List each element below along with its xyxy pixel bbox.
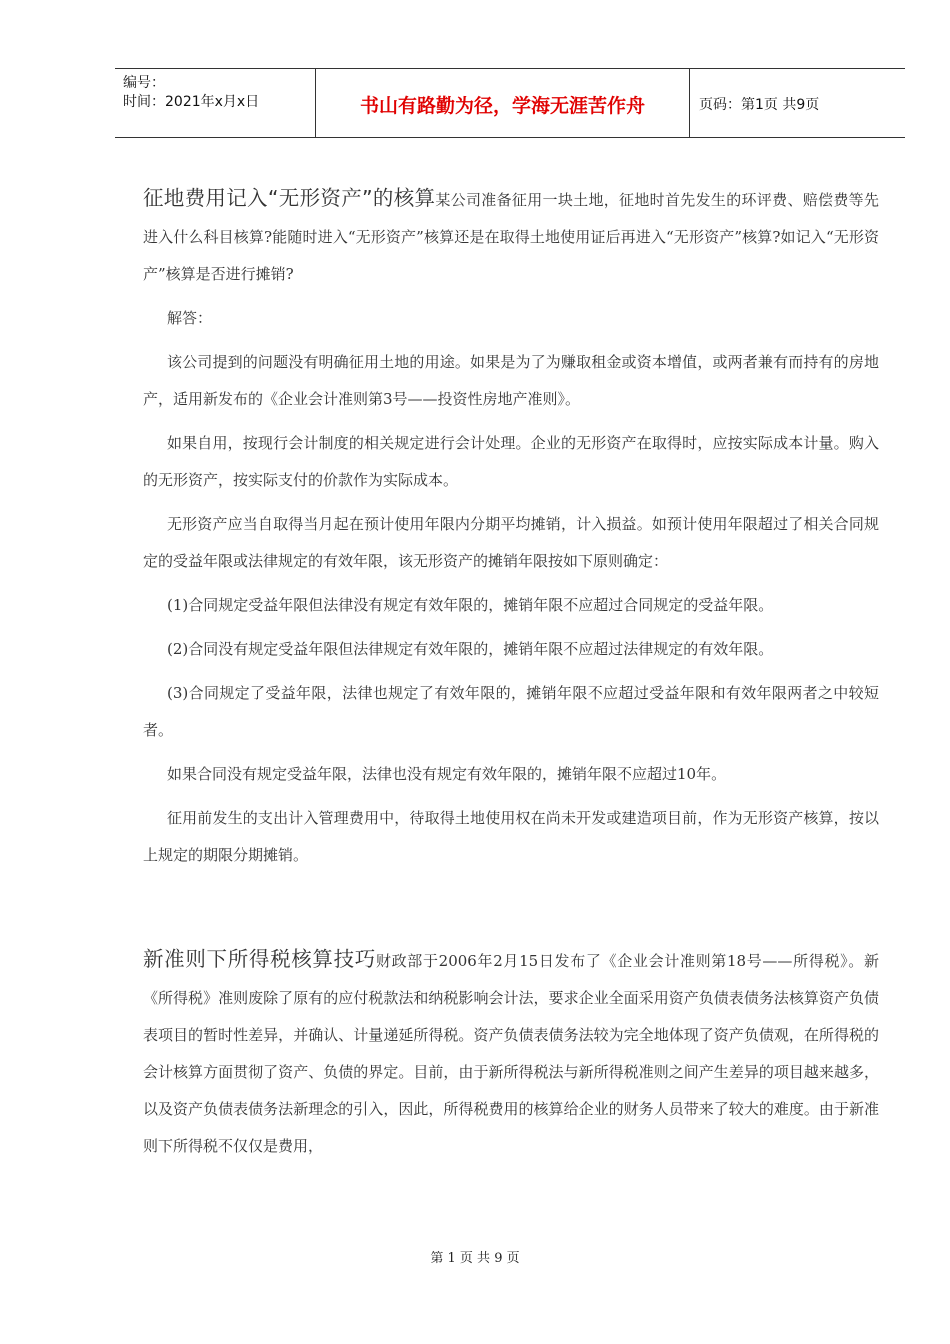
section2-first-paragraph [143, 941, 879, 1165]
answer-label: 解答： [167, 309, 213, 327]
header-meta-cell [115, 69, 316, 137]
number-label: 编号： [123, 75, 165, 91]
section1-heading: 征地费用记入“无形资产”的核算 [143, 186, 436, 210]
section-spacer [143, 874, 879, 941]
rule-item-2: (2)合同没有规定受益年限但法律规定有效年限的，摊销年限不应超过法律规定的有效年限。 [167, 640, 774, 658]
time-label: 时间：2021年x月x日 [123, 94, 260, 110]
page-footer: 第 1 页 共 9 页 [430, 1251, 520, 1266]
paragraph: 征用前发生的支出计入管理费用中，待取得土地使用权在尚未开发或建造项目前，作为无形资产核算，按以上规定的期限分期摊销。 [143, 809, 879, 864]
header-motto-cell [316, 69, 690, 137]
header-page-cell [690, 69, 905, 137]
section1-intro: 某公司准备征用一块土地，征地时首先发生的环评费、赔偿费等先进入什么科目核算?能随时进入“无形资产”核算还是在取得土地使用证后再进入“无形资产”核算?如记入“无形资产”核算是否进行摊销? [143, 191, 879, 283]
paragraph: 该公司提到的问题没有明确征用土地的用途。如果是为了为赚取租金或资本增值，或两者兼有而持有的房地产，适用新发布的《企业会计准则第3号——投资性房地产准则》。 [143, 353, 879, 408]
rule-item-1: (1)合同规定受益年限但法律没有规定有效年限的，摊销年限不应超过合同规定的受益年限。 [167, 596, 774, 614]
paragraph: 如果自用，按现行会计制度的相关规定进行会计处理。企业的无形资产在取得时，应按实际成本计量。购入的无形资产，按实际支付的价款作为实际成本。 [143, 434, 879, 489]
section1-first-paragraph [143, 180, 879, 293]
page-info: 页码：第1页 共9页 [699, 97, 820, 113]
header-table [115, 68, 905, 138]
document-body [143, 180, 879, 1165]
section2-heading: 新准则下所得税核算技巧 [143, 947, 376, 971]
section2-intro: 财政部于2006年2月15日发布了《企业会计准则第18号——所得税》。新《所得税》准则废除了原有的应付税款法和纳税影响会计法，要求企业全面采用资产负债表债务法核算资产负债表项目的暂时性差异，并确认、计量递延所得税。资产负债表债务法较为完全地体现了资产负债观，在所得税的会计核算方面贯彻了资产、负债的界定。目前，由于新所得税法与新所得税准则之间产生差异的项目越来越多，以及资产负债表债务法新理念的引入，因此，所得税费用的核算给企业的财务人员带来了较大的难度。由于新准则下所得税不仅仅是费用， [143, 952, 879, 1155]
motto: 书山有路勤为径，学海无涯苦作舟 [359, 95, 645, 117]
rule-item-3: (3)合同规定了受益年限，法律也规定了有效年限的，摊销年限不应超过受益年限和有效年限两者之中较短者。 [143, 684, 879, 739]
paragraph: 无形资产应当自取得当月起在预计使用年限内分期平均摊销，计入损益。如预计使用年限超过了相关合同规定的受益年限或法律规定的有效年限，该无形资产的摊销年限按如下原则确定： [143, 515, 879, 570]
paragraph: 如果合同没有规定受益年限，法律也没有规定有效年限的，摊销年限不应超过10年。 [167, 765, 727, 783]
